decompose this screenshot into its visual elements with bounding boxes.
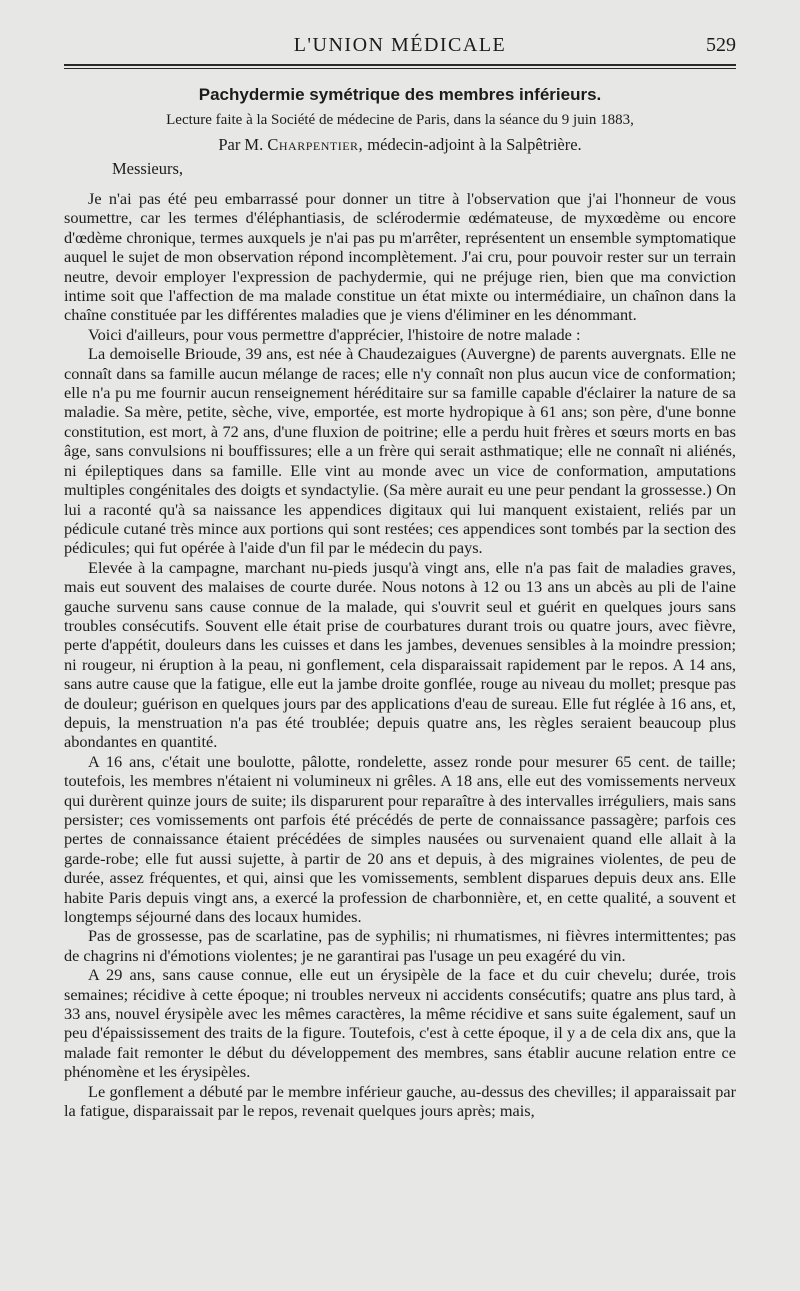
header-rule (64, 64, 736, 66)
header-rule-thin (64, 68, 736, 69)
page-number: 529 (706, 34, 736, 56)
paragraph: La demoiselle Brioude, 39 ans, est née à Chaudezaigues (Auvergne) de parents auvergnats. Elle ne connaît dans sa famille aucun mélange de races; elle n'y connaît non plus aucun vice de conformation; elle n'a pu me fournir aucun renseignement héréditaire sur sa famille capable d'éclairer la nature de sa maladie. Sa mère, petite, sèche, vive, emportée, est morte hydropique à 61 ans; son père, d'une bonne constitution, est mort, à 72 ans, d'une fluxion de poitrine; elle a perdu huit frères et sœurs morts en bas âge, sans convulsions ni bouffissures; elle a un frère qui serait asthmatique; elle ne connaît ni aliénés, ni épileptiques dans sa famille. Elle vint au monde avec un vice de conformation, amputations multiples congénitales des doigts et syndactylie. (Sa mère aurait eu une peur pendant la grossesse.) On lui a raconté qu'à sa naissance les appendices digitaux qui lui manquent existaient, reliés par un pédicule cutané très mince aux portions qui sont restées; ces appendices sont tombés par la section des pédicules; qui fut opérée à l'aide d'un fil par le médecin du pays. (64, 344, 736, 558)
author-prefix: Par M. (218, 135, 264, 154)
journal-title: L'UNION MÉDICALE (293, 34, 507, 56)
paragraph: Elevée à la campagne, marchant nu-pieds jusqu'à vingt ans, elle n'a pas fait de maladies graves, mais eut souvent des malaises de courte durée. Nous notons à 12 ou 13 ans un abcès au pli de l'aine gauche survenu sans cause connue de la malade, qui s'ouvrit seul et guérit en quelques jours sans troubles consécutifs. Souvent elle était prise de courbatures durant trois ou quatre jours, avec fièvre, perte d'appétit, douleurs dans les cuisses et dans les jambes, devenues sensibles à la moindre pression; ni rougeur, ni éruption à la peau, ni gonflement, cela disparaissait rapidement par le repos. A 14 ans, sans autre cause que la fatigue, elle eut la jambe droite gonflée, rouge au niveau du mollet; presque pas de douleur; guérison en quelques jours par des applications d'eau de sureau. Elle fut réglée à 16 ans, et, depuis, la menstruation n'a pas été troublée; depuis quatre ans, les règles seraient beaucoup plus abondantes en quantité. (64, 557, 736, 752)
paragraph: Je n'ai pas été peu embarrassé pour donner un titre à l'observation que j'ai l'honneur de vous soumettre, car les termes d'éléphantiasis, de sclérodermie œdémateuse, de myxœdème ou encore d'œdème chronique, termes auxquels je n'ai pas pu m'arrêter, représentent un ensemble symptomatique auquel le sujet de mon observation répond incomplètement. J'ai cru, pour pouvoir rester sur un terrain neutre, devoir employer l'expression de pachydermie, qui ne préjuge rien, bien que ma conviction intime soit que l'affection de ma malade constitue un état mixte ou intermédiaire, un chaînon dans la chaîne constituée par les différentes maladies que je viens d'éliminer en les dénommant. (64, 189, 736, 325)
author-name: Charpentier, (267, 135, 364, 154)
lecture-note: Lecture faite à la Société de médecine de Paris, dans la séance du 9 juin 1883, (166, 112, 634, 128)
article-title: Pachydermie symétrique des membres inférieurs. (198, 85, 602, 104)
paragraph: A 16 ans, c'était une boulotte, pâlotte, rondelette, assez ronde pour mesurer 65 cent. de taille; toutefois, les membres n'étaient ni volumineux ni grêles. A 18 ans, elle eut des vomissements nerveux qui durèrent quinze jours de suite; ils disparurent pour reparaître à des intervalles irréguliers, mais sans persister; ces vomissements ont parfois été précédés de perte de connaissance passagère; parfois ces pertes de connaissance étaient précédées de simples nausées ou survenaient quand elle allait à la garde-robe; elle fut aussi sujette, à partir de 20 ans et depuis, à des migraines violentes, de peu de durée, assez fréquentes, et qui, ainsi que les vomissements, semblent disparues depuis deux ans. Elle habite Paris depuis vingt ans, a exercé la profession de charbonnière, et, en cette qualité, a souvent et longtemps séjourné dans des locaux humides. (64, 751, 736, 927)
article-body (64, 189, 736, 1121)
running-header (64, 0, 736, 64)
author-line (64, 135, 736, 155)
paragraph: Le gonflement a débuté par le membre inférieur gauche, au-dessus des chevilles; il apparaissait par la fatigue, disparaissait par le repos, revenait quelques jours après; mais, (64, 1081, 736, 1121)
paragraph: Voici d'ailleurs, pour vous permettre d'apprécier, l'histoire de notre malade : (88, 324, 581, 344)
paragraph: A 29 ans, sans cause connue, elle eut un érysipèle de la face et du cuir chevelu; durée, trois semaines; récidive à cette époque; ni troubles nerveux ni accidents consécutifs; quatre ans plus tard, à 33 ans, nouvel érysipèle avec les mêmes caractères, la même récidive et sans suite également, sauf un peu d'épaississement des traits de la figure. Toutefois, c'est à cette époque, il y a de cela dix ans, que la malade fait remonter le début du développement des membres, sans établir aucune relation entre ce phénomène et les érysipèles. (64, 965, 736, 1082)
author-title: médecin-adjoint à la Salpêtrière. (367, 135, 582, 154)
paragraph: Pas de grossesse, pas de scarlatine, pas de syphilis; ni rhumatismes, ni fièvres intermittentes; pas de chagrins ni d'émotions violentes; je ne garantirai pas l'usage un peu exagéré du vin. (64, 926, 736, 965)
salutation: Messieurs, (112, 159, 184, 178)
